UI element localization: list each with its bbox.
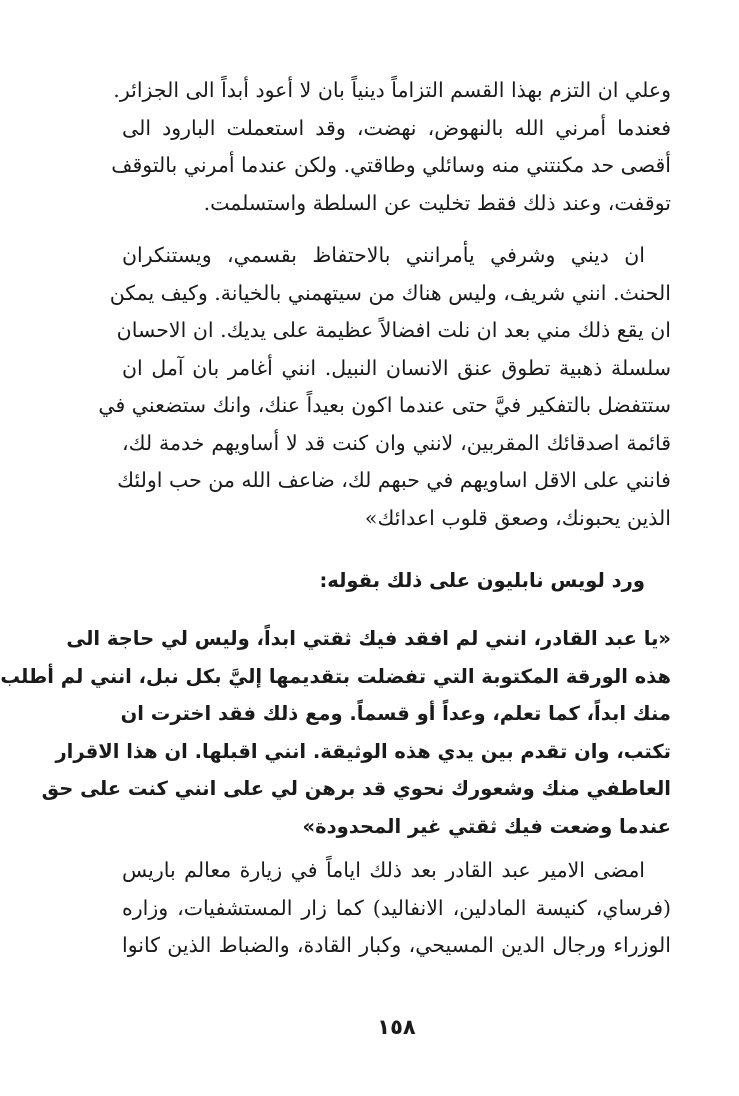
text-line: ستتفضل بالتفكير فيَّ حتى عندما اكون بعيداً عنك، وانك ستضعني في — [98, 393, 671, 417]
text-line: هذه الورقة المكتوبة التي تفضلت بتقديمها إليَّ بكل نبل، انني لم أطلب — [0, 664, 671, 688]
heading-text: ورد لويس نابليون على ذلك بقوله: — [319, 569, 645, 592]
text-line: عندما وضعت فيك ثقتي غير المحدودة» — [302, 814, 671, 838]
text-line: (فرساي، كنيسة المادلين، الانفاليد) كما زار المستشفيات، وزاره — [122, 895, 671, 920]
page-number: ١٥٨ — [377, 1015, 416, 1039]
paragraph-2 — [98, 237, 671, 537]
text-line: أقصى حد مكنتني منه وسائلي وطاقتي. ولكن عندما أمرني بالتوقف — [111, 153, 671, 177]
text-line: تكتب، وان تقدم بين يدي هذه الوثيقة. انني اقبلها. ان هذا الاقرار — [55, 739, 671, 763]
text-line: ان ديني وشرفي يأمرانني بالاحتفاظ بقسمي، ويستنكران — [122, 243, 645, 267]
text-line: وعلي ان التزم بهذا القسم التزاماً دينياً بان لا أعود أبداً الى الجزائر. — [113, 78, 671, 102]
text-line: امضى الامير عبد القادر بعد ذلك اياماً في زيارة معالم باريس — [122, 858, 645, 882]
section-heading — [122, 562, 671, 600]
quoted-reply — [0, 620, 671, 845]
text-line: «يا عبد القادر، انني لم افقد فيك ثقتي ابداً، وليس لي حاجة الى — [66, 627, 671, 650]
paragraph-1 — [111, 72, 671, 222]
text-line: توقفت، وعند ذلك فقط تخليت عن السلطة واستسلمت. — [203, 190, 671, 215]
text-line: العاطفي منك وشعورك نحوي قد برهن لي على انني كنت على حق — [41, 777, 671, 800]
text-line: فعندما أمرني الله بالنهوض، نهضت، وقد استعملت البارود الى — [122, 115, 671, 140]
text-line: ان يقع ذلك مني بعد ان نلت افضالاً عظيمة على يديك. ان الاحسان — [116, 318, 671, 342]
text-line: الذين يحبونك، وصعق قلوب اعدائك» — [364, 505, 671, 530]
book-page — [0, 60, 671, 1039]
text-line: الحنث. انني شريف، وليس هناك من سيتهمني بالخيانة. وكيف يمكن — [109, 280, 671, 305]
text-line: فانني على الاقل اساويهم في حبهم لك، ضاعف الله من حب اولئك — [117, 468, 671, 492]
text-line: سلسلة ذهبية تطوق عنق الانسان النبيل. انني أغامر بان آمل ان — [122, 355, 671, 380]
paragraph-4 — [122, 852, 671, 965]
text-line: قائمة اصدقائك المقربين، لانني وان كنت قد لا أساويهم خدمة لك، — [122, 430, 671, 455]
text-line: الوزراء ورجال الدين المسيحي، وكبار القادة، والضباط الذين كانوا — [122, 933, 671, 957]
text-line: منك ابداً، كما تعلم، وعداً أو قسماً. ومع ذلك فقد اخترت ان — [120, 702, 671, 725]
